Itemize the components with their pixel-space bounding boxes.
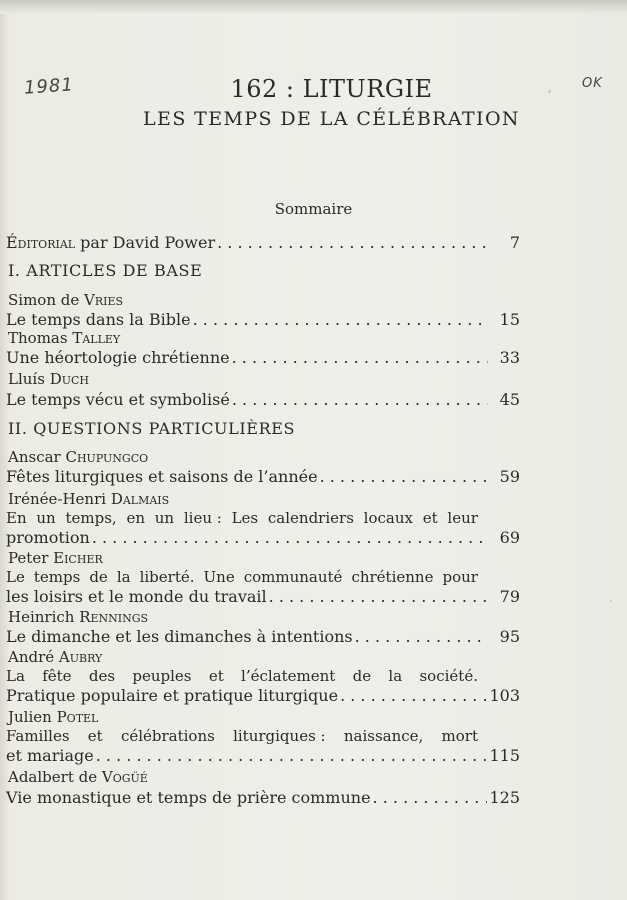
issue-title: 162 : LITURGIE — [230, 75, 433, 103]
toc-author: Irénée-Henri Dalmais — [8, 490, 170, 508]
leader-dots — [373, 788, 488, 807]
toc-page-number: 59 — [499, 467, 520, 486]
editorial-label: Éditorial — [6, 233, 76, 252]
leader-dots — [232, 390, 488, 409]
editorial-author: par David Power — [75, 233, 216, 252]
toc-author: Julien Potel — [8, 708, 99, 726]
toc-row — [6, 390, 520, 409]
toc-title: Le temps vécu et symbolisé — [6, 390, 230, 409]
toc-title: les loisirs et le monde du travail — [6, 587, 267, 606]
scan-speck — [610, 600, 612, 602]
toc-title: promotion — [6, 528, 90, 547]
toc-author: Heinrich Rennings — [8, 608, 149, 626]
toc-page-number: 15 — [499, 310, 520, 329]
toc-page-number: 7 — [509, 233, 520, 252]
handwritten-year-annotation: 1981 — [23, 74, 75, 99]
toc-title: Pratique populaire et pratique liturgique — [6, 686, 339, 705]
toc-page-number: 79 — [499, 587, 520, 606]
leader-dots — [355, 627, 488, 646]
toc-title: Le temps dans la Bible — [6, 310, 191, 329]
leader-dots — [269, 587, 488, 606]
toc-page-number: 115 — [489, 746, 520, 765]
toc-row — [6, 348, 520, 367]
toc-title: et mariage — [6, 746, 94, 765]
issue-subtitle: LES TEMPS DE LA CÉLÉBRATION — [143, 108, 520, 130]
toc-row — [6, 310, 520, 329]
toc-page-number: 125 — [489, 788, 520, 807]
toc-title-line: En un temps, en un lieu : Les calendriers locaux et leur — [6, 509, 478, 527]
toc-page-number: 103 — [489, 686, 520, 705]
leader-dots — [96, 746, 488, 765]
toc-author: Simon de Vries — [8, 291, 124, 309]
toc-row — [6, 746, 520, 765]
toc-page-number: 33 — [499, 348, 520, 367]
toc-row — [6, 528, 520, 547]
leader-dots — [232, 348, 488, 367]
toc-title: Vie monastique et temps de prière commune — [6, 788, 371, 807]
toc-author: Peter Eicher — [8, 549, 103, 567]
toc-row-editorial — [6, 233, 520, 252]
scan-speck — [548, 90, 551, 93]
toc-row — [6, 788, 520, 807]
leader-dots — [320, 467, 488, 486]
toc-author: Anscar Chupungco — [8, 448, 149, 466]
leader-dots — [193, 310, 488, 329]
leader-dots — [340, 686, 487, 705]
toc-title-line: Le temps de la liberté. Une communauté chrétienne pour — [6, 568, 478, 586]
toc-page-number: 45 — [499, 390, 520, 409]
toc-title — [6, 233, 215, 252]
toc-row — [6, 467, 520, 486]
leader-dots — [217, 233, 488, 252]
toc-title: Fêtes liturgiques et saisons de l’année — [6, 467, 318, 486]
toc-author: André Aubry — [8, 648, 103, 666]
section-heading-2: II. QUESTIONS PARTICULIÈRES — [8, 419, 296, 438]
leader-dots — [92, 528, 488, 547]
toc-title-line: La fête des peuples et l’éclatement de la société. — [6, 667, 478, 685]
toc-row — [6, 587, 520, 606]
toc-author: Adalbert de Vogüé — [8, 768, 148, 786]
toc-author: Thomas Talley — [8, 329, 121, 347]
page-top-shadow — [0, 0, 627, 14]
toc-row — [6, 686, 520, 705]
toc-page-number: 95 — [499, 627, 520, 646]
toc-title: Une héortologie chrétienne — [6, 348, 230, 367]
toc-author: Lluís Duch — [8, 370, 89, 388]
toc-title: Le dimanche et les dimanches à intentions — [6, 627, 353, 646]
sommaire-heading: Sommaire — [274, 200, 353, 218]
handwritten-ok-annotation: OK — [582, 76, 603, 91]
toc-title-line: Familles et célébrations liturgiques : naissance, mort — [6, 727, 478, 745]
toc-page-number: 69 — [499, 528, 520, 547]
toc-row — [6, 627, 520, 646]
section-heading-1: I. ARTICLES DE BASE — [8, 261, 203, 280]
